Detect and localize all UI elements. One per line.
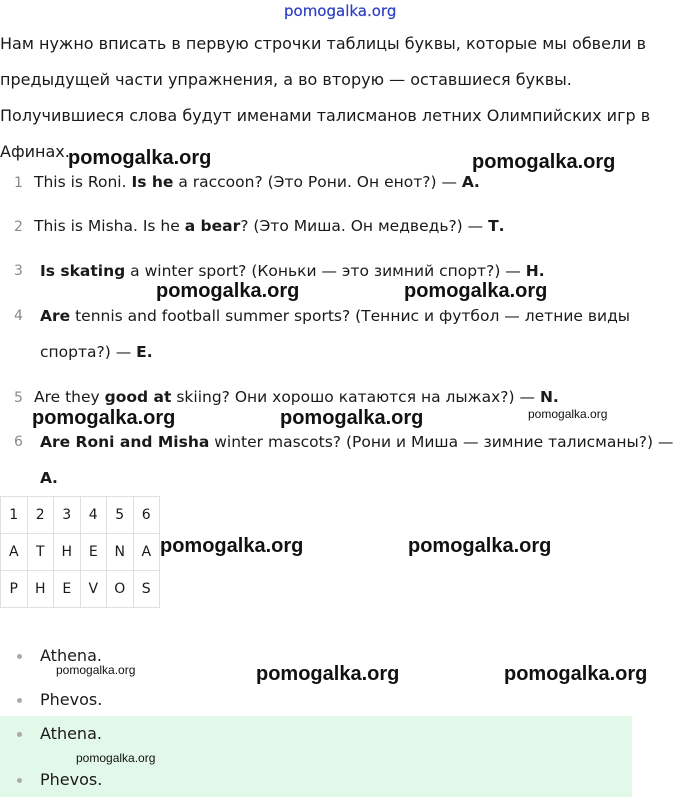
list-item: Athena. — [0, 716, 632, 752]
table-cell: P — [1, 571, 28, 608]
table-cell: 6 — [133, 497, 160, 534]
watermark: pomogalka.org — [280, 407, 424, 429]
bullet-icon — [17, 698, 22, 703]
item-number: 6 — [14, 434, 23, 450]
list-item: Phevos. — [0, 678, 632, 722]
table-row — [1, 571, 160, 608]
item-number: 5 — [14, 390, 23, 406]
watermark: pomogalka.org — [256, 663, 400, 685]
list-item: 1 This is Roni. Is he a raccoon? (Это Рони. Он енот?) — А. — [14, 164, 674, 201]
list-item: Phevos. — [0, 752, 632, 796]
table-cell: 1 — [1, 497, 28, 534]
watermark: pomogalka.org — [68, 147, 212, 169]
site-link[interactable]: pomogalka.org — [284, 2, 397, 20]
table-cell: 4 — [80, 497, 107, 534]
watermark: pomogalka.org — [408, 535, 552, 557]
watermark: pomogalka.org — [32, 407, 176, 429]
table-cell: A — [133, 534, 160, 571]
table-cell: 3 — [54, 497, 81, 534]
table-cell: E — [80, 534, 107, 571]
bullet-icon — [17, 654, 22, 659]
item-number: 2 — [14, 219, 23, 235]
table-cell: 5 — [107, 497, 134, 534]
list-item: Athena. — [0, 634, 632, 678]
table-cell: V — [80, 571, 107, 608]
table-cell: 2 — [27, 497, 54, 534]
item-number: 1 — [14, 175, 23, 191]
table-cell: T — [27, 534, 54, 571]
table-cell: S — [133, 571, 160, 608]
list-item: 6 Are Roni and Misha winter mascots? (Рони и Миша — зимние талисманы?) — А. — [14, 424, 674, 496]
watermark: pomogalka.org — [528, 407, 608, 421]
watermark: pomogalka.org — [156, 280, 300, 302]
watermark: pomogalka.org — [472, 151, 616, 173]
bullet-icon — [17, 778, 22, 783]
list-item: 5 Are they good at skiing? Они хорошо катаются на лыжах?) — N. — [14, 379, 674, 416]
table-cell: O — [107, 571, 134, 608]
list-item: 3 Is skating a winter sport? (Коньки — это зимний спорт?) — Н. — [14, 253, 674, 289]
table-row — [1, 534, 160, 571]
watermark: pomogalka.org — [160, 535, 304, 557]
watermark: pomogalka.org — [404, 280, 548, 302]
intro-text: Нам нужно вписать в первую строчки таблицы буквы, которые мы обвели в предыдущей части упражнения, а во вторую — оставшиеся буквы. Получившиеся слова будут именами талисманов летних Олимпийских игр в Афинах. — [0, 34, 651, 161]
watermark: pomogalka.org — [504, 663, 648, 685]
watermark: pomogalka.org — [76, 751, 156, 765]
table-row — [1, 497, 160, 534]
table-cell: H — [54, 534, 81, 571]
watermark: pomogalka.org — [56, 663, 136, 677]
table-cell: A — [1, 534, 28, 571]
list-item: 4 Are tennis and football summer sports? (Теннис и футбол — летние виды спорта?) — Е. — [14, 298, 674, 370]
list-item: 2 This is Misha. Is he a bear? (Это Миша. Он медведь?) — Т. — [14, 208, 674, 245]
item-number: 3 — [14, 263, 23, 279]
bullet-icon — [17, 732, 22, 737]
letters-table — [0, 496, 160, 608]
table-cell: E — [54, 571, 81, 608]
table-cell: H — [27, 571, 54, 608]
table-cell: N — [107, 534, 134, 571]
item-number: 4 — [14, 308, 23, 324]
